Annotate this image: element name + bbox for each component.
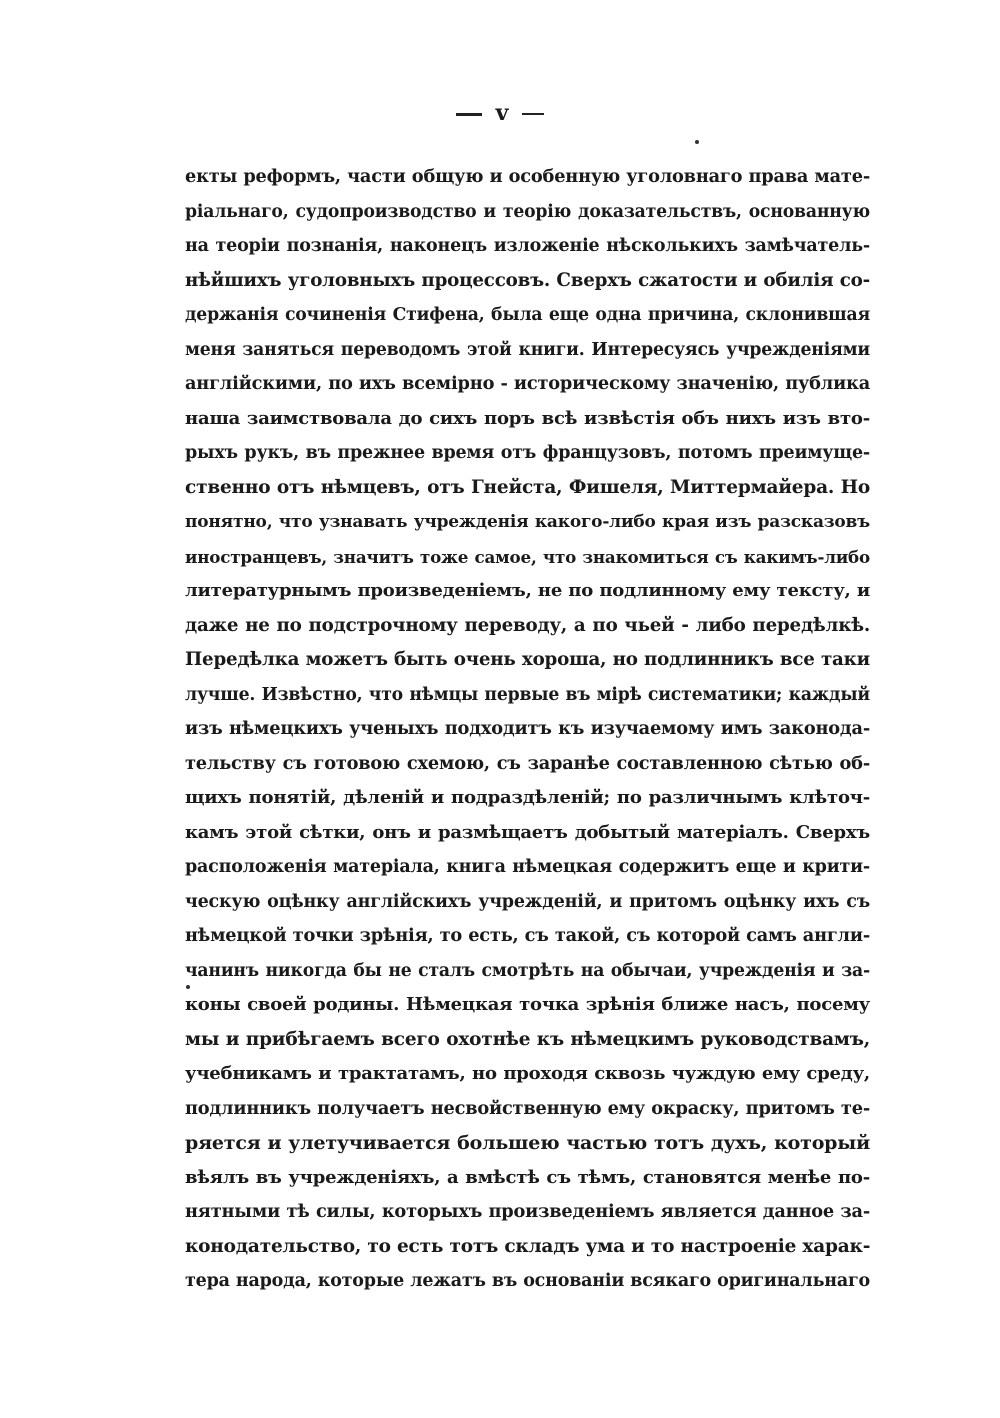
text-line: конодательство, то есть тотъ складъ ума и то настроеніе харак- <box>185 1235 870 1257</box>
text-line: англійскими, по ихъ всемірно - историческому значенію, публика <box>185 373 870 394</box>
body-text <box>185 160 870 1299</box>
header-dash-right <box>522 113 544 115</box>
text-line: ческую оцѣнку англійскихъ учрежденій, и притомъ оцѣнку ихъ съ <box>185 891 870 912</box>
text-line: тельству съ готовою схемою, съ заранѣе составленною сѣтью об- <box>185 752 870 774</box>
text-line: наша заимствовала до сихъ поръ всѣ извѣстія объ нихъ изъ вто- <box>185 407 870 429</box>
text-line: коны своей родины. Нѣмецкая точка зрѣнія ближе насъ, посему <box>185 994 870 1015</box>
text-line: подлинникъ получаетъ несвойственную ему окраску, притомъ те- <box>185 1097 870 1119</box>
text-line: учебникамъ и трактатамъ, но проходя сквозь чуждую ему среду, <box>185 1063 870 1084</box>
text-line: ряется и улетучивается большею частью тотъ духъ, который <box>185 1132 870 1154</box>
text-line: чанинъ никогда бы не сталъ смотрѣть на обычаи, учрежденія и за- <box>185 960 870 981</box>
text-line: ственно отъ нѣмцевъ, отъ Гнейста, Фишеля, Миттермайера. Но <box>185 476 870 498</box>
text-line: изъ нѣмецкихъ ученыхъ подходитъ къ изучаемому имъ законода- <box>185 718 870 739</box>
text-line: расположенія матеріала, книга нѣмецкая содержитъ еще и крити- <box>185 857 870 877</box>
text-line: екты реформъ, части общую и особенную уголовнаго права мате- <box>185 166 870 187</box>
text-line: держанія сочиненія Стифена, была еще одна причина, склонившая <box>185 305 870 325</box>
text-line: иностранцевъ, значитъ тоже самое, что знакомиться съ какимъ-либо <box>185 546 870 567</box>
text-line: меня заняться переводомъ этой книги. Интересуясь учрежденіями <box>185 339 870 360</box>
text-line: нѣйшихъ уголовныхъ процессовъ. Сверхъ сжатости и обилія со- <box>185 269 870 291</box>
text-line: даже не по подстрочному переводу, а по чьей - либо передѣлкѣ. <box>185 614 870 636</box>
text-line: ріальнаго, судопроизводство и теорію доказательствъ, основанную <box>185 201 870 222</box>
text-line: Передѣлка можетъ быть очень хороша, но подлинникъ все таки <box>185 649 870 670</box>
text-line: на теоріи познанія, наконецъ изложеніе нѣсколькихъ замѣчатель- <box>185 236 870 256</box>
text-line: лучше. Извѣстно, что нѣмцы первые въ мірѣ систематики; каждый <box>185 684 870 705</box>
text-line: тера народа, которые лежатъ въ основаніи всякаго оригинальнаго <box>185 1271 870 1291</box>
print-speck <box>695 140 699 144</box>
text-line: нятными тѣ силы, которыхъ произведеніемъ является данное за- <box>185 1201 870 1222</box>
text-line: мы и прибѣгаемъ всего охотнѣе къ нѣмецкимъ руководствамъ, <box>185 1028 870 1050</box>
header-dash-left <box>456 113 482 116</box>
text-line: понятно, что узнавать учрежденія какого-либо края изъ разсказовъ <box>185 512 870 532</box>
page-header <box>0 100 1000 126</box>
text-line: камъ этой сѣтки, онъ и размѣщаетъ добытый матеріалъ. Сверхъ <box>185 821 870 843</box>
text-line: вѣялъ въ учрежденіяхъ, а вмѣстѣ съ тѣмъ, становятся менѣе по- <box>185 1166 870 1188</box>
text-line: нѣмецкой точки зрѣнія, то есть, съ такой, съ которой самъ англи- <box>185 925 870 946</box>
text-line: литературнымъ произведеніемъ, не по подлинному ему тексту, и <box>185 580 870 601</box>
text-line: щихъ понятій, дѣленій и подраздѣленій; по различнымъ клѣточ- <box>185 787 870 808</box>
text-line: рыхъ рукъ, въ прежнее время отъ французовъ, потомъ преимуще- <box>185 443 870 463</box>
page-number: v <box>495 100 509 126</box>
